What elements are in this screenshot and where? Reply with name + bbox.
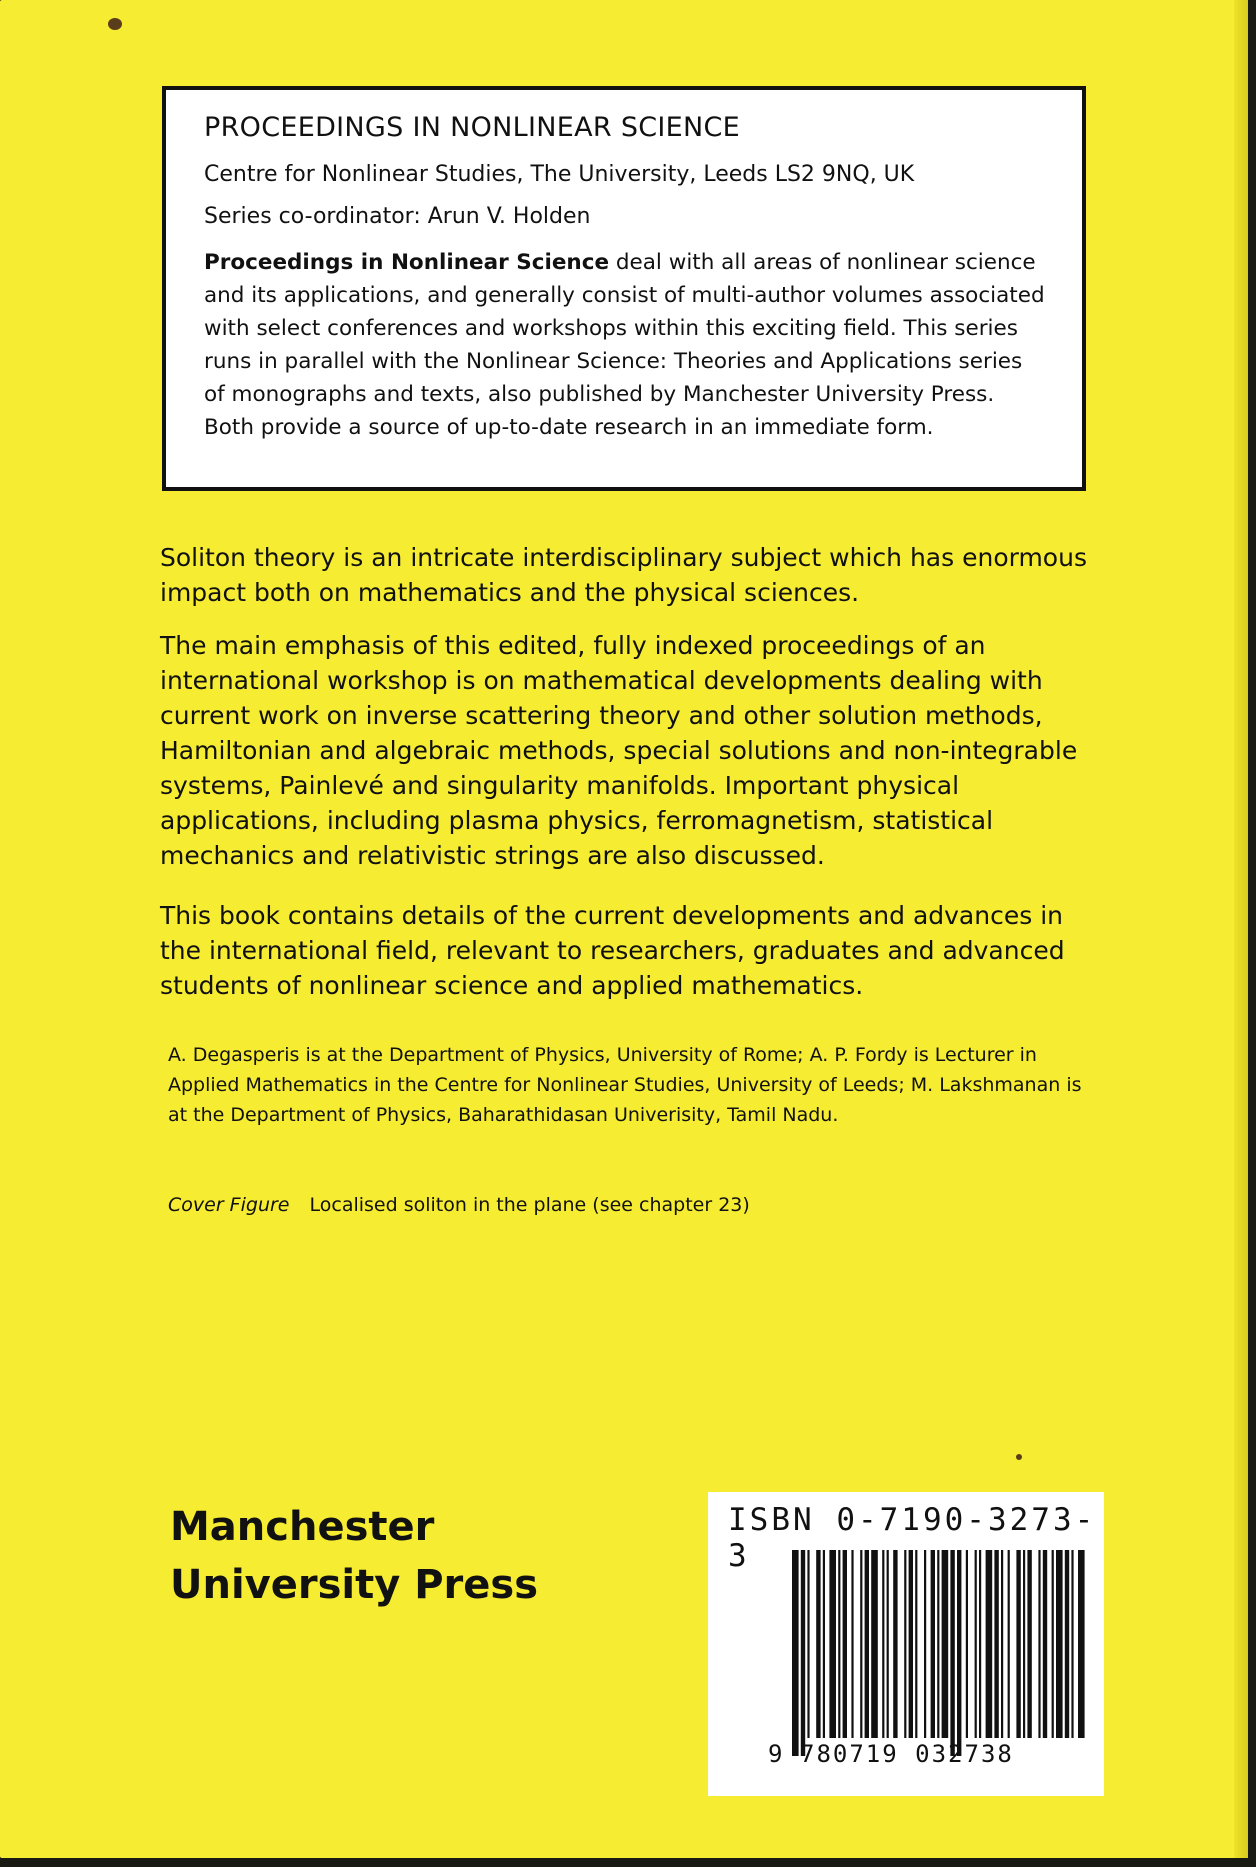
barcode-bar xyxy=(851,1550,853,1738)
barcode-bar xyxy=(1056,1550,1063,1738)
series-info-box xyxy=(162,86,1086,491)
barcode-bar xyxy=(975,1550,977,1738)
barcode-bar xyxy=(823,1550,825,1738)
barcode-bar xyxy=(1038,1550,1040,1738)
barcode-first-digit: 9 xyxy=(768,1740,783,1768)
cover-figure-label: Cover Figure xyxy=(168,1194,290,1216)
author-affiliations: A. Degasperis is at the Department of Physics, University of Rome; A. P. Fordy is Lecturer in Applied Mathematics in the Centre for Nonlinear Studies, University of Leeds; M. Lakshmanan is at the Department of Physics, Baharathidasan Univerisity, Tamil Nadu. xyxy=(168,1044,1082,1126)
barcode-bar xyxy=(801,1550,805,1756)
barcode-bar xyxy=(882,1550,884,1738)
barcode-bar xyxy=(1071,1550,1073,1738)
barcode-bar xyxy=(829,1550,836,1738)
cover-figure-caption xyxy=(168,1194,750,1216)
barcode-bar xyxy=(887,1550,889,1738)
series-description-bold: Proceedings in Nonlinear Science xyxy=(204,250,610,275)
barcode-bar xyxy=(1027,1550,1031,1738)
barcode-bar xyxy=(1078,1550,1085,1738)
barcode-bar xyxy=(860,1550,862,1738)
publisher-line-1: Manchester xyxy=(170,1504,435,1550)
barcode-bar xyxy=(909,1550,913,1738)
barcode-bar xyxy=(1043,1550,1047,1738)
barcode-bar xyxy=(937,1550,939,1738)
series-address: Centre for Nonlinear Studies, The University, Leeds LS2 9NQ, UK xyxy=(204,162,915,187)
blurb-paragraph-1: Soliton theory is an intricate interdisciplinary subject which has enormous impact both on mathematics and the physical sciences. xyxy=(160,543,1087,607)
barcode-bar xyxy=(966,1550,968,1738)
barcode-bar xyxy=(1016,1550,1020,1738)
stain-mark xyxy=(1016,1454,1022,1460)
barcode-bar xyxy=(979,1550,981,1738)
barcode-bar xyxy=(957,1550,961,1756)
series-title: PROCEEDINGS IN NONLINEAR SCIENCE xyxy=(204,112,741,143)
barcode-panel xyxy=(708,1492,1104,1796)
blurb-paragraph-2: The main emphasis of this edited, fully indexed proceedings of an international workshop is on mathematical developments dealing with current work on inverse scattering theory and other solution methods, Hamiltonian and algebraic methods, special solutions and non-integrable systems, Painlevé and singularity manifolds. Important physical applications, including plasma physics, ferromagnetism, statistical mechanics and relativistic strings are also discussed. xyxy=(160,631,1078,870)
barcode-bar xyxy=(843,1550,847,1738)
publisher-name xyxy=(170,1498,538,1614)
barcode-bar xyxy=(915,1550,917,1738)
barcode-bar xyxy=(1023,1550,1025,1738)
isbn-number: ISBN 0-7190-3273-3 xyxy=(728,1502,1097,1574)
stain-mark xyxy=(108,18,122,30)
barcode-bar xyxy=(1065,1550,1069,1738)
barcode-bar xyxy=(950,1550,954,1756)
blurb-paragraph-3: This book contains details of the current developments and advances in the international field, relevant to researchers, graduates and advanced students of nonlinear science and applied mathematics. xyxy=(160,901,1065,1000)
barcode-bar xyxy=(871,1550,878,1738)
barcode-bar xyxy=(942,1550,949,1738)
barcode-digits: 780719 032738 xyxy=(800,1740,1014,1768)
barcode-bar xyxy=(994,1550,998,1738)
series-coordinator: Series co-ordinator: Arun V. Holden xyxy=(204,204,591,229)
series-description-text: deal with all areas of nonlinear science and its applications, and generally consist of multi-author volumes associated with select conferences and workshops within this exciting field. This series runs in parallel with the Nonlinear Science: Theories and Applications series of monographs and texts, also published by Manchester University Press. Both provide a source of up-to-date research in an immediate form. xyxy=(204,250,1045,440)
barcode-bar xyxy=(807,1550,809,1738)
barcode-bar xyxy=(865,1550,869,1738)
barcode-bar xyxy=(924,1550,926,1738)
barcode-bar xyxy=(1052,1550,1054,1738)
cover-figure-text: Localised soliton in the plane (see chapter 23) xyxy=(309,1194,750,1216)
barcode-bar xyxy=(986,1550,993,1738)
barcode-bar xyxy=(792,1550,799,1756)
barcode-bar xyxy=(838,1550,840,1738)
barcode-bar xyxy=(1008,1550,1010,1738)
barcode-bar xyxy=(1001,1550,1003,1738)
publisher-line-2: University Press xyxy=(170,1562,539,1608)
barcode-bar xyxy=(931,1550,935,1738)
cover-edge xyxy=(1234,0,1248,1858)
barcode-bar xyxy=(904,1550,906,1738)
barcode-bar xyxy=(893,1550,897,1738)
barcode-bar xyxy=(816,1550,820,1738)
series-description xyxy=(204,246,1046,444)
